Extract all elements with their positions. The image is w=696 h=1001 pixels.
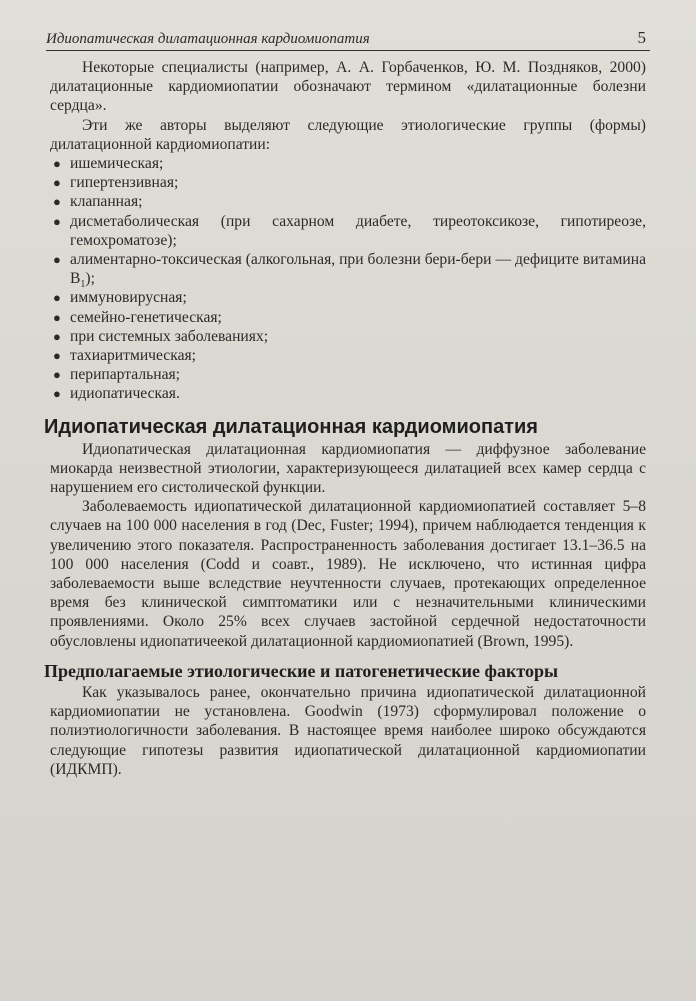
bullet-icon: ●	[53, 213, 61, 229]
running-header-title: Идиопатическая дилатационная кардиомиопатия	[46, 31, 370, 47]
section-heading-idcm: Идиопатическая дилатационная кардиомиопатия	[44, 415, 538, 438]
bullet-icon: ●	[53, 175, 61, 191]
vitamin-subscript: 1	[80, 279, 86, 291]
bullet-icon: ●	[53, 309, 61, 325]
bullet-icon: ●	[53, 252, 61, 268]
list-item: ● ишемическая;	[53, 155, 164, 173]
bullet-icon: ●	[53, 290, 61, 306]
bullet-icon: ●	[53, 328, 61, 344]
page-body	[44, 58, 646, 779]
bullet-icon: ●	[53, 194, 61, 210]
bullet-icon: ●	[53, 348, 61, 364]
list-item: ● тахиаритмическая;	[53, 347, 196, 365]
etiologic-forms-list	[50, 154, 646, 404]
list-item: ● иммуновирусная;	[53, 289, 187, 307]
list-item: ● идиопатическая.	[53, 385, 180, 403]
running-header	[46, 27, 650, 51]
list-item: ● клапанная;	[53, 193, 143, 211]
list-item: ● при системных заболеваниях;	[53, 327, 269, 345]
list-item: ● гипертензивная;	[53, 174, 179, 192]
section1-paragraph-2: Заболеваемость идиопатической дилатационной кардиомиопатией составляет 5–8 случаев на 100 000 населения в год (Dec, Fuster; 1994), причем наблюдается тенденция к увеличению этого показателя. Распространенность заболевания достигает 13.1–36.5 на 100 000 населения (Codd и соавт., 1989). Не исключено, что истинная цифра заболеваемости выше вследствие неучтенности случаев, протекающих определенное время без клинической симптоматики или с незначительными клиническими проявлениями. Около 25% всех случаев застойной сердечной недостаточности обусловлены идиопатичеекой дилатационной кардиомиопатией (Brown, 1995).	[50, 498, 646, 650]
bullet-icon: ●	[53, 367, 61, 383]
list-item: ● семейно-генетическая;	[53, 308, 222, 326]
bullet-icon: ●	[53, 156, 61, 172]
section-heading-etiology: Предполагаемые этиологические и патогенетические факторы	[44, 660, 559, 681]
list-item: ● алиментарно-токсическая (алкогольная, при болезни бери-бери — дефиците витамина $B_1$);	[53, 251, 646, 291]
section1-paragraph-1: Идиопатическая дилатационная кардиомиопатия — диффузное заболевание миокарда неизвестной этиологии, характеризующееся дилатацией всех камер сердца с нарушением его систолической функции.	[50, 440, 646, 497]
intro-paragraph-1: Некоторые специалисты (например, А. А. Горбаченков, Ю. М. Поздняков, 2000) дилатационные кардиомиопатии обозначают термином «дилатационные болезни сердца».	[50, 59, 646, 115]
list-item: ● перипартальная;	[53, 366, 180, 384]
intro-paragraph-2: Эти же авторы выделяют следующие этиологические группы (формы) дилатационной кардиомиопатии:	[50, 116, 646, 153]
page-number: 5	[637, 28, 646, 47]
section2-paragraph-1: Как указывалось ранее, окончательно причина идиопатической дилатационной кардиомиопатии не установлена. Goodwin (1973) сформулировал положение о полиэтиологичности заболевания. В настоящее время наиболее широко обсуждаются следующие гипотезы развития идиопатической дилатационной кардиомиопатии (ИДКМП).	[50, 683, 646, 778]
bullet-icon: ●	[53, 386, 61, 402]
list-item: ● дисметаболическая (при сахарном диабете, тиреотоксикозе, гипотиреозе, гемохроматозе);	[53, 212, 646, 249]
